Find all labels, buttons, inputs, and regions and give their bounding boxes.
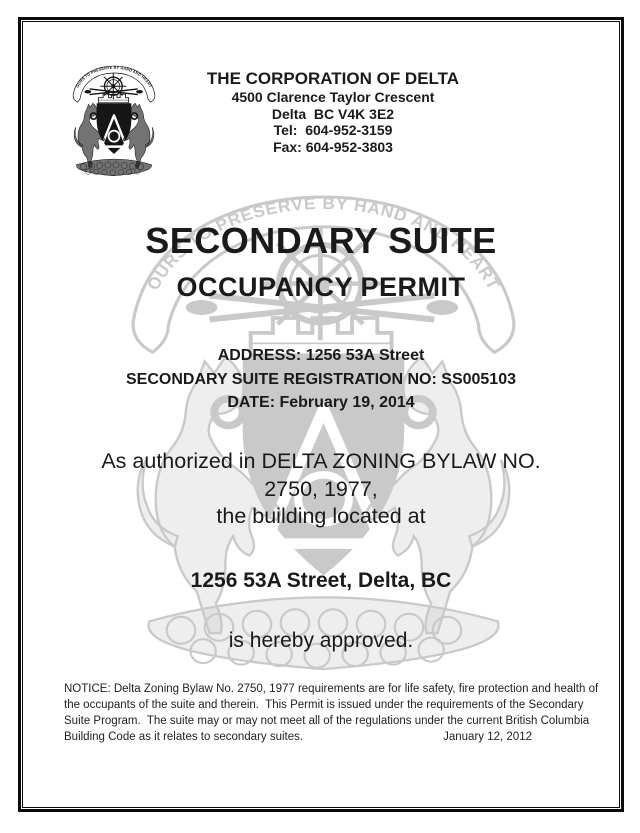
org-fax: Fax: 604-952-3803 xyxy=(273,138,393,155)
suite-address: ADDRESS: 1256 53A Street xyxy=(217,347,425,364)
approval-statement: is hereby approved. xyxy=(228,629,414,652)
notice-date: January 12, 2012 xyxy=(443,730,532,743)
authorization-statement xyxy=(23,448,619,531)
notice-line4 xyxy=(64,730,578,746)
notice-line3: Suite Program. The suite may or may not meet all of the regulations under the current British Columbia xyxy=(64,714,590,727)
approved-street-address: 1256 53A Street, Delta, BC xyxy=(190,569,452,592)
letterhead xyxy=(133,68,533,155)
issue-date: DATE: February 19, 2014 xyxy=(227,394,415,411)
org-street-address: 4500 Clarence Taylor Crescent xyxy=(231,89,435,105)
permit-title-line1: SECONDARY SUITE xyxy=(145,220,497,261)
registration-number: SECONDARY SUITE REGISTRATION NO: SS005103 xyxy=(125,370,516,388)
authorization-line2: 2750, 1977, xyxy=(264,476,378,501)
notice-line2: the occupants of the suite and therein. This Permit is issued under the requirements of the Secondary xyxy=(64,698,584,711)
notice-line4-text: Building Code as it relates to secondary suites. xyxy=(64,730,304,743)
org-telephone: Tel: 604-952-3159 xyxy=(273,122,393,138)
document-border xyxy=(22,21,620,808)
coat-of-arms-watermark xyxy=(86,188,561,696)
authorization-line1: As authorized in DELTA ZONING BYLAW NO. xyxy=(101,449,541,473)
notice-paragraph xyxy=(64,682,599,746)
organization-name: THE CORPORATION OF DELTA xyxy=(206,69,460,88)
permit-title-line2: OCCUPANCY PERMIT xyxy=(176,272,466,302)
org-city-line: Delta BC V4K 3E2 xyxy=(271,105,395,122)
notice-line1: NOTICE: Delta Zoning Bylaw No. 2750, 1977 requirements are for life safety, fire protection and health of xyxy=(64,683,599,695)
authorization-line3: the building located at xyxy=(216,504,426,528)
permit-document-page xyxy=(18,17,624,812)
permit-details xyxy=(23,344,619,415)
